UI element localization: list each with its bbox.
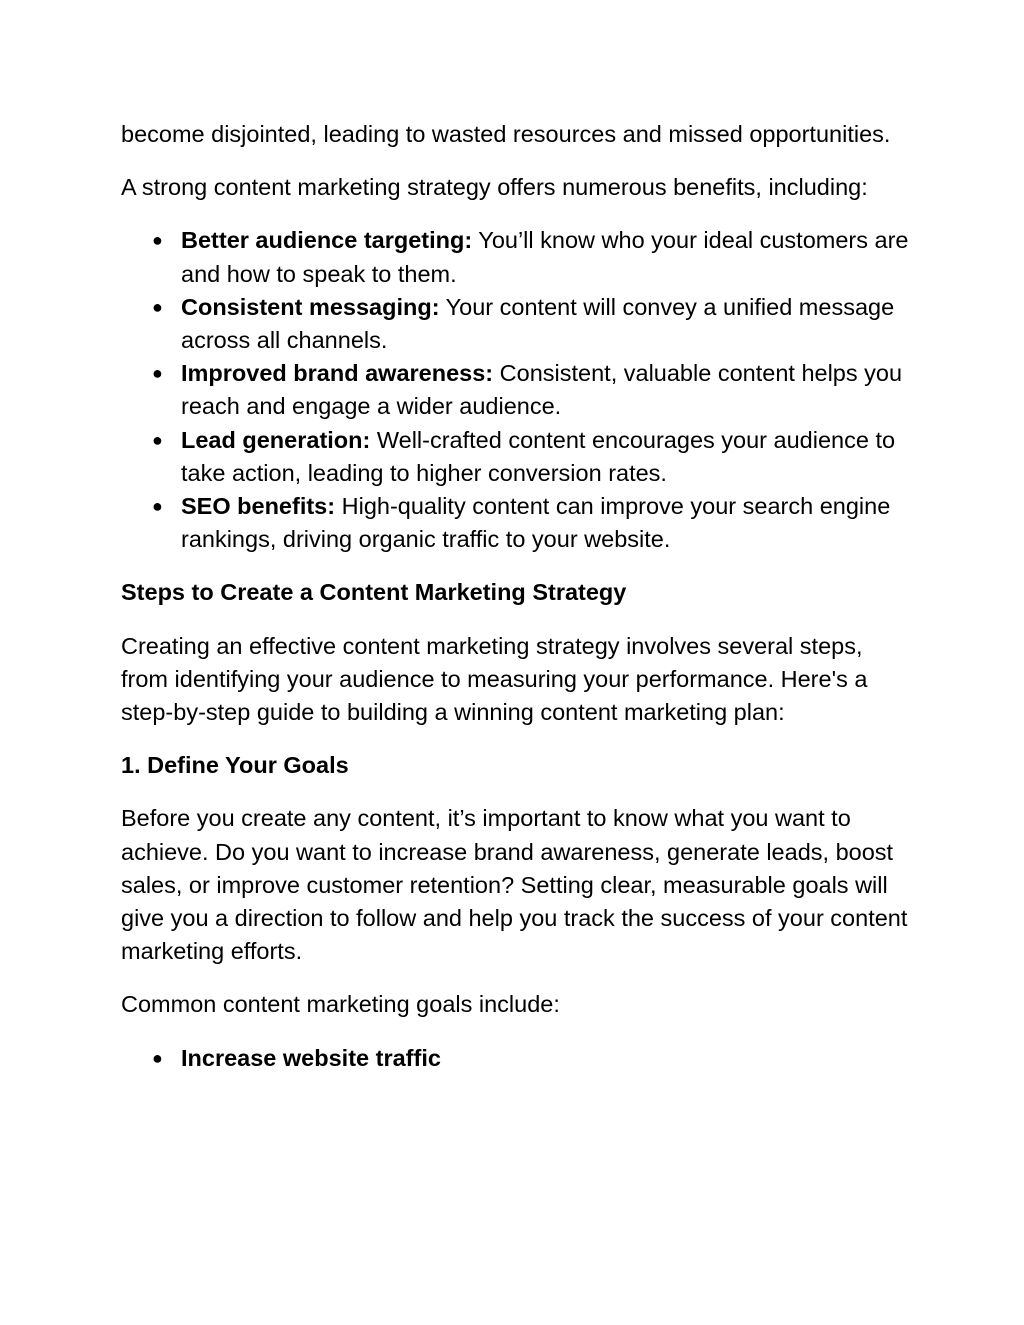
list-item [121, 490, 911, 556]
bullet-icon: ● [152, 296, 163, 317]
list-item-text: Well-crafted content encourages your audience to take action, leading to higher conversion rates. [181, 426, 896, 486]
bullet-icon: ● [152, 429, 163, 450]
list-item-term: Improved brand awareness: [181, 360, 494, 387]
heading-steps: Steps to Create a Content Marketing Strategy [121, 579, 627, 606]
list-item-term: Lead generation: [181, 426, 371, 453]
goals-list [121, 1042, 911, 1075]
paragraph-common-goals: Common content marketing goals include: [121, 991, 560, 1018]
list-item [121, 357, 911, 423]
list-item [121, 424, 911, 490]
paragraph-steps: Creating an effective content marketing strategy involves several steps, from identifying your audience to measuring your performance. Here's a step-by-step guide to building a winning content marketing plan: [121, 632, 868, 726]
list-item [121, 1042, 911, 1075]
list-item [121, 291, 911, 357]
list-item-text: You’ll know who your ideal customers are and how to speak to them. [181, 227, 909, 287]
list-item-text: Your content will convey a unified message across all channels. [181, 293, 895, 354]
list-item-term: Better audience targeting: [181, 227, 473, 254]
bullet-icon: ● [152, 363, 163, 384]
paragraph-continuation: become disjointed, leading to wasted resources and missed opportunities. [121, 121, 891, 147]
paragraph-goals: Before you create any content, it’s important to know what you want to achieve. Do you want to increase brand awareness, generate leads, boost sales, or improve customer retention? Setting clear, measurable goals will give you a direction to follow and help you track the success of your content marketing efforts. [121, 805, 908, 965]
heading-define-goals: 1. Define Your Goals [121, 752, 349, 779]
list-item-term: Consistent messaging: [181, 293, 440, 320]
bullet-icon: ● [152, 230, 163, 251]
document-page [121, 118, 911, 1095]
list-item-term: SEO benefits: [181, 493, 336, 520]
bullet-icon: ● [152, 496, 163, 517]
list-item-text: Consistent, valuable content helps you reach and engage a wider audience. [181, 360, 903, 420]
benefits-list [121, 224, 911, 556]
list-item-term: Increase website traffic [181, 1044, 441, 1071]
bullet-icon: ● [152, 1047, 163, 1068]
paragraph-benefits-intro: A strong content marketing strategy offers numerous benefits, including: [121, 174, 868, 201]
list-item-text: High-quality content can improve your search engine rankings, driving organic traffic to your website. [181, 493, 891, 553]
list-item [121, 224, 911, 290]
